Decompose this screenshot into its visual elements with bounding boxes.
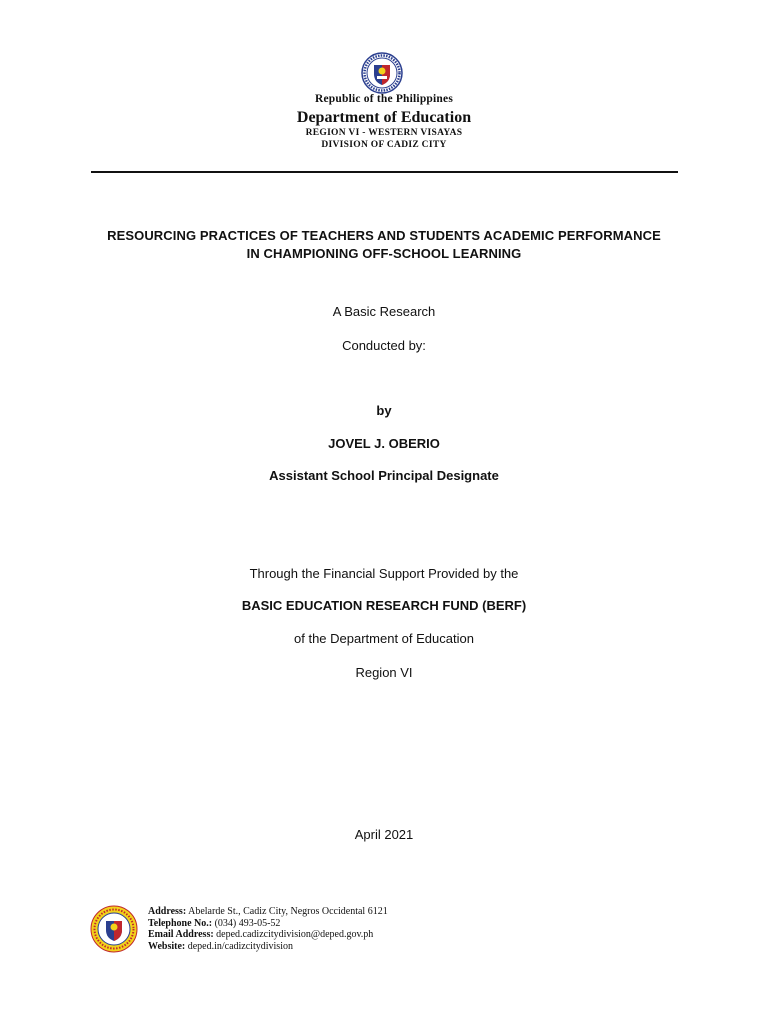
- author-name: JOVEL J. OBERIO: [328, 436, 440, 451]
- email-link[interactable]: deped.cadizcitydivision@deped.gov.ph: [216, 929, 374, 940]
- division-heading: DIVISION OF CADIZ CITY: [321, 140, 447, 150]
- basic-research-label: A Basic Research: [332, 304, 436, 319]
- website-line: Website: deped.in/cadizcitydivision: [148, 940, 293, 952]
- website-link[interactable]: deped.in/cadizcitydivision: [187, 940, 293, 952]
- region-heading: REGION VI - WESTERN VISAYAS: [305, 128, 463, 138]
- division-seal-icon: [90, 905, 138, 953]
- telephone-line: Telephone No.: (034) 493-05-52: [148, 917, 281, 929]
- republic-heading: Republic of the Philippines: [315, 93, 453, 105]
- department-text: of the Department of Education: [294, 631, 474, 646]
- department-heading: Department of Education: [296, 109, 472, 126]
- title-line-2: IN CHAMPIONING OFF-SCHOOL LEARNING: [246, 246, 522, 261]
- date-text: April 2021: [354, 827, 414, 842]
- author-position: Assistant School Principal Designate: [269, 468, 499, 483]
- fund-name: BASIC EDUCATION RESEARCH FUND (BERF): [241, 598, 527, 613]
- conducted-by-label: Conducted by:: [342, 338, 426, 353]
- deped-seal-icon: [361, 52, 403, 94]
- research-title: [0, 227, 768, 263]
- title-line-1: RESOURCING PRACTICES OF TEACHERS AND STUDENTS ACADEMIC PERFORMANCE: [107, 228, 661, 243]
- email-line: Email Address: deped.cadizcitydivision@deped.gov.ph: [148, 929, 374, 940]
- region-text: Region VI: [355, 665, 413, 680]
- contact-footer: [148, 906, 388, 952]
- by-label: by: [376, 403, 392, 418]
- address-line: Address: Abelarde St., Cadiz City, Negros Occidental 6121: [148, 906, 388, 917]
- support-text: Through the Financial Support Provided by the: [249, 566, 519, 581]
- header-divider: [91, 171, 678, 173]
